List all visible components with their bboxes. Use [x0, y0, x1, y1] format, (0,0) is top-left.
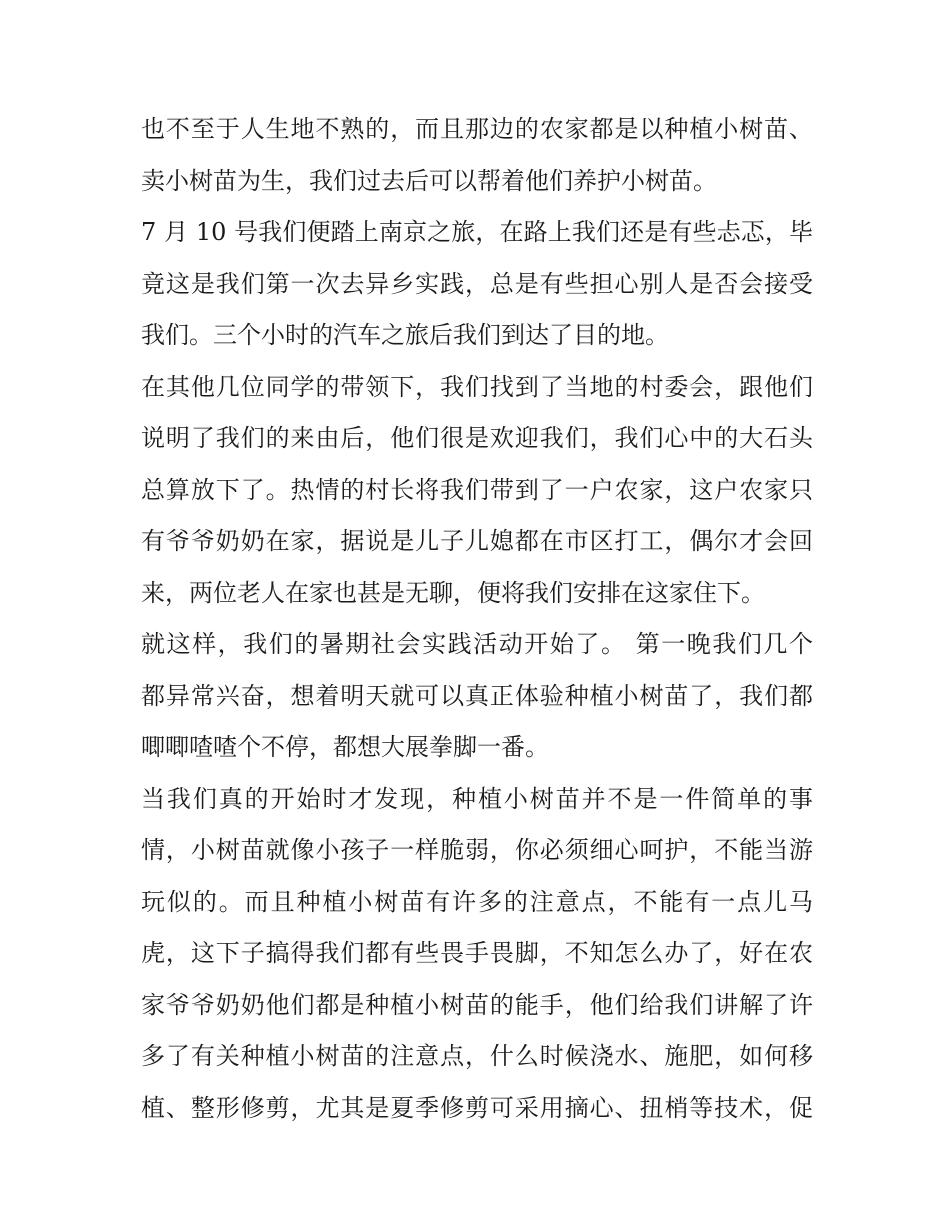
- text-line: 植、整形修剪，尤其是夏季修剪可采用摘心、扭梢等技术，促: [141, 1093, 813, 1122]
- text-line: 7 月 10 号我们便踏上南京之旅，在路上我们还是有些忐忑，毕: [141, 218, 813, 246]
- text-line: 情，小树苗就像小孩子一样脆弱，你必须细心呵护，不能当游: [141, 836, 813, 864]
- text-line: 就这样，我们的暑期社会实践活动开始了。 第一晚我们几个: [141, 630, 813, 658]
- text-line: 也不至于人生地不熟的，而且那边的农家都是以种植小树苗、: [141, 115, 813, 143]
- text-line: 都异常兴奋，想着明天就可以真正体验种植小树苗了，我们都: [141, 681, 813, 710]
- text-line: 多了有关种植小树苗的注意点，什么时候浇水、施肥，如何移: [141, 1042, 813, 1070]
- text-line: 在其他几位同学的带领下，我们找到了当地的村委会，跟他们: [141, 372, 813, 401]
- text-line: 玩似的。而且种植小树苗有许多的注意点，不能有一点儿马: [141, 887, 813, 916]
- text-line: 家爷爷奶奶他们都是种植小树苗的能手，他们给我们讲解了许: [141, 990, 813, 1019]
- text-line: 来，两位老人在家也甚是无聊，便将我们安排在这家住下。: [141, 578, 765, 607]
- text-line: 说明了我们的来由后，他们很是欢迎我们，我们心中的大石头: [141, 424, 813, 452]
- text-line: 虎，这下子搞得我们都有些畏手畏脚，不知怎么办了，好在农: [141, 939, 813, 967]
- text-line: 总算放下了。热情的村长将我们带到了一户农家，这户农家只: [141, 475, 813, 504]
- text-line: 有爷爷奶奶在家，据说是儿子儿媳都在市区打工，偶尔才会回: [141, 527, 813, 555]
- text-line: 唧唧喳喳个不停，都想大展拳脚一番。: [141, 733, 549, 761]
- text-line: 竟这是我们第一次去异乡实践，总是有些担心别人是否会接受: [141, 269, 813, 298]
- text-line: 我们。三个小时的汽车之旅后我们到达了目的地。: [141, 321, 669, 349]
- body-text: [141, 104, 813, 1134]
- text-line: 当我们真的开始时才发现，种植小树苗并不是一件简单的事: [141, 784, 813, 813]
- text-line: 卖小树苗为生，我们过去后可以帮着他们养护小树苗。: [141, 166, 717, 195]
